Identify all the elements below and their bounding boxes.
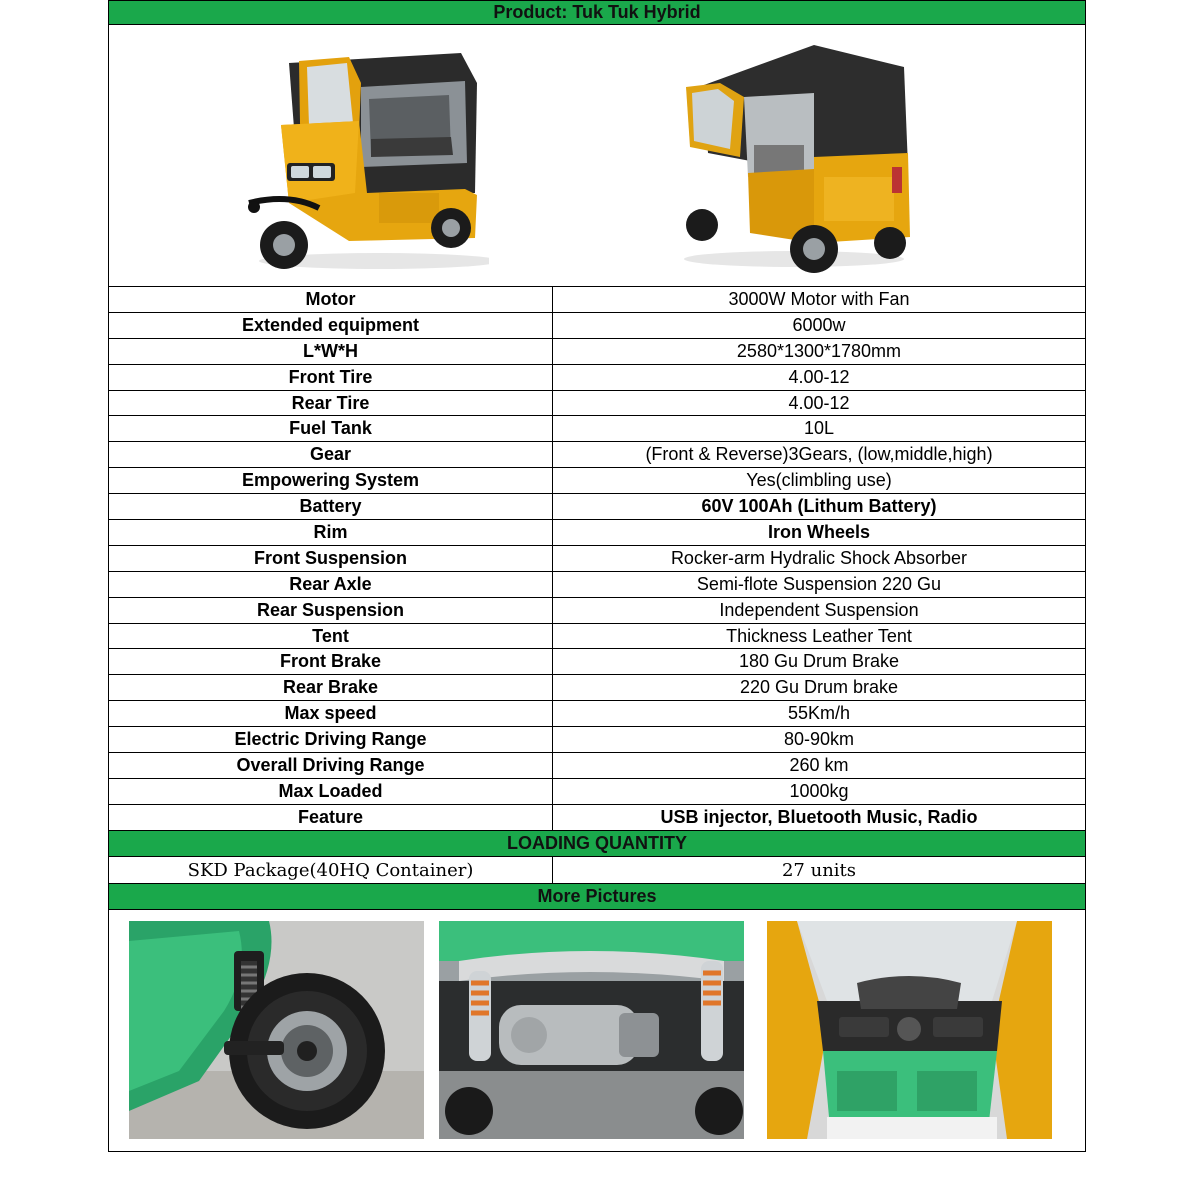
spec-value: 3000W Motor with Fan xyxy=(728,289,910,309)
spec-row xyxy=(109,494,1085,520)
spec-sheet xyxy=(108,0,1086,1152)
more-pictures-heading: More Pictures xyxy=(109,884,1085,910)
spec-value: Rocker-arm Hydralic Shock Absorber xyxy=(670,547,968,568)
spec-label: Rim xyxy=(109,520,553,545)
spec-value: 260 km xyxy=(789,755,849,776)
spec-label: Rear Tire xyxy=(109,391,553,416)
spec-value: 4.00-12 xyxy=(788,366,850,387)
product-title: Product: Tuk Tuk Hybrid xyxy=(109,1,1085,25)
spec-label: Rear Brake xyxy=(109,675,553,700)
spec-label: Electric Driving Range xyxy=(109,727,553,752)
spec-value: USB injector, Bluetooth Music, Radio xyxy=(660,806,978,827)
spec-value: 180 Gu Drum Brake xyxy=(738,651,900,672)
spec-row xyxy=(109,805,1085,831)
spec-label: Tent xyxy=(109,624,553,649)
more-pictures xyxy=(109,910,1085,1150)
tuk-tuk-rear-photo xyxy=(664,37,924,275)
spec-value: Yes(climbling use) xyxy=(746,470,892,491)
spec-value: Iron Wheels xyxy=(767,522,870,543)
tuk-tuk-front-photo xyxy=(229,43,489,275)
spec-label: Front Tire xyxy=(109,365,553,390)
spec-value: 10L xyxy=(803,418,835,439)
package-quantity: 27 units xyxy=(781,860,857,881)
spec-label: Battery xyxy=(109,494,553,519)
spec-value: 6000w xyxy=(792,314,846,335)
loading-quantity-heading: LOADING QUANTITY xyxy=(109,831,1085,857)
spec-row xyxy=(109,468,1085,494)
spec-label: Fuel Tank xyxy=(109,416,553,441)
spec-row xyxy=(109,727,1085,753)
spec-value: Thickness Leather Tent xyxy=(726,625,912,646)
spec-row xyxy=(109,339,1085,365)
spec-label: Feature xyxy=(109,805,553,830)
spec-row xyxy=(109,313,1085,339)
spec-label: Front Brake xyxy=(109,649,553,674)
spec-label: Rear Suspension xyxy=(109,598,553,623)
wheel-suspension-photo xyxy=(129,921,424,1139)
spec-row xyxy=(109,701,1085,727)
spec-value: 55Km/h xyxy=(787,703,851,724)
spec-row xyxy=(109,391,1085,417)
spec-value: (Front & Reverse)3Gears, (low,middle,high) xyxy=(645,444,993,465)
spec-value: 60V 100Ah (Lithum Battery) xyxy=(701,496,937,517)
spec-row xyxy=(109,442,1085,468)
spec-row xyxy=(109,520,1085,546)
spec-label: Gear xyxy=(109,442,553,467)
spec-value: 80-90km xyxy=(783,729,855,750)
dashboard-photo xyxy=(767,921,1052,1139)
spec-label: Max speed xyxy=(109,701,553,726)
spec-value: 220 Gu Drum brake xyxy=(739,677,899,698)
spec-value: Semi-flote Suspension 220 Gu xyxy=(696,573,942,594)
spec-row xyxy=(109,546,1085,572)
spec-label: Rear Axle xyxy=(109,572,553,597)
package-label: SKD Package(40HQ Container) xyxy=(109,857,553,883)
spec-row xyxy=(109,572,1085,598)
spec-label: Max Loaded xyxy=(109,779,553,804)
spec-label: Extended equipment xyxy=(109,313,553,338)
spec-value: 2580*1300*1780mm xyxy=(736,340,902,361)
spec-label: Overall Driving Range xyxy=(109,753,553,778)
loading-row xyxy=(109,857,1085,884)
undercarriage-motor-photo xyxy=(439,921,744,1139)
spec-value: 1000kg xyxy=(789,780,849,801)
spec-row xyxy=(109,365,1085,391)
spec-label: Front Suspension xyxy=(109,546,553,571)
spec-row xyxy=(109,753,1085,779)
spec-row xyxy=(109,598,1085,624)
spec-value: Independent Suspension xyxy=(719,599,919,620)
spec-value: 4.00-12 xyxy=(788,392,850,413)
product-photos xyxy=(109,25,1085,287)
spec-row xyxy=(109,624,1085,650)
spec-row xyxy=(109,675,1085,701)
spec-row xyxy=(109,649,1085,675)
spec-label: Motor xyxy=(109,287,553,312)
spec-table xyxy=(109,287,1085,831)
spec-row xyxy=(109,779,1085,805)
spec-label: L*W*H xyxy=(109,339,553,364)
spec-label: Empowering System xyxy=(109,468,553,493)
spec-row xyxy=(109,287,1085,313)
spec-row xyxy=(109,416,1085,442)
